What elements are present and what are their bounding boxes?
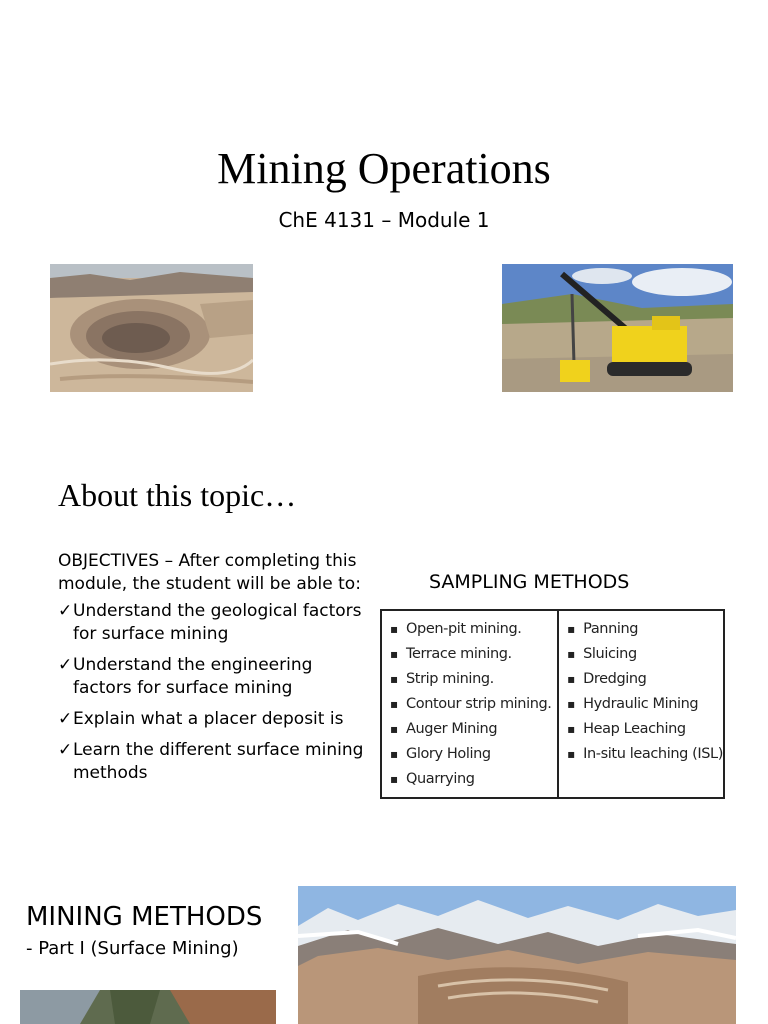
bullet-icon: ▪ — [567, 747, 575, 761]
table-row: ▪ Contour strip mining. — [390, 692, 557, 717]
bullet-icon: ▪ — [390, 772, 398, 786]
table-row: ▪ Auger Mining — [390, 717, 557, 742]
table-row: ▪ Open-pit mining. — [390, 617, 557, 642]
objective-text: Understand the engineering factors for surface mining — [73, 655, 313, 698]
table-row: ▪ Panning — [567, 617, 723, 642]
table-row: ▪ Heap Leaching — [567, 717, 723, 742]
bullet-icon: ▪ — [390, 722, 398, 736]
bullet-icon: ▪ — [567, 697, 575, 711]
list-item — [58, 654, 368, 700]
objectives-list — [58, 600, 368, 785]
list-item — [58, 708, 368, 731]
list-item — [58, 600, 368, 646]
mining-methods-subheading: - Part I (Surface Mining) — [26, 938, 239, 959]
bullet-icon: ▪ — [567, 722, 575, 736]
objectives-block — [58, 550, 368, 793]
bullet-icon: ▪ — [390, 747, 398, 761]
bullet-icon: ▪ — [390, 647, 398, 661]
table-row: ▪ Dredging — [567, 667, 723, 692]
table-row: ▪ Hydraulic Mining — [567, 692, 723, 717]
table-row: ▪ Sluicing — [567, 642, 723, 667]
mining-shovel-photo — [502, 264, 733, 392]
slide-subtitle: ChE 4131 – Module 1 — [278, 208, 490, 232]
bullet-icon: ▪ — [390, 622, 398, 636]
open-pit-mine-photo — [50, 264, 253, 392]
objectives-intro: OBJECTIVES – After completing this module, the student will be able to: — [58, 551, 361, 594]
list-item — [58, 739, 368, 785]
objective-text: Understand the geological factors for surface mining — [73, 601, 362, 644]
section-heading: About this topic… — [58, 477, 297, 513]
table-row: ▪ In-situ leaching (ISL) — [567, 742, 723, 767]
methods-column-left — [382, 611, 559, 797]
bullet-icon: ▪ — [567, 622, 575, 636]
methods-table — [380, 609, 725, 799]
checkmark-icon: ✓ — [58, 740, 73, 760]
checkmark-icon: ✓ — [58, 655, 73, 675]
bullet-icon: ▪ — [567, 647, 575, 661]
aerial-mine-photo — [20, 990, 276, 1024]
table-row: ▪ Strip mining. — [390, 667, 557, 692]
checkmark-icon: ✓ — [58, 709, 73, 729]
table-row: ▪ Quarrying — [390, 767, 557, 792]
table-row: ▪ Terrace mining. — [390, 642, 557, 667]
mining-methods-heading: MINING METHODS — [26, 902, 263, 932]
methods-column-right — [559, 611, 723, 797]
objective-text: Explain what a placer deposit is — [73, 709, 344, 729]
bullet-icon: ▪ — [390, 672, 398, 686]
table-row: ▪ Glory Holing — [390, 742, 557, 767]
objective-text: Learn the different surface mining methods — [73, 740, 364, 783]
snowy-mountain-mine-photo — [298, 886, 736, 1024]
checkmark-icon: ✓ — [58, 601, 73, 621]
bullet-icon: ▪ — [390, 697, 398, 711]
sampling-methods-title: SAMPLING METHODS — [429, 571, 630, 593]
slide-title: Mining Operations — [217, 144, 551, 193]
bullet-icon: ▪ — [567, 672, 575, 686]
